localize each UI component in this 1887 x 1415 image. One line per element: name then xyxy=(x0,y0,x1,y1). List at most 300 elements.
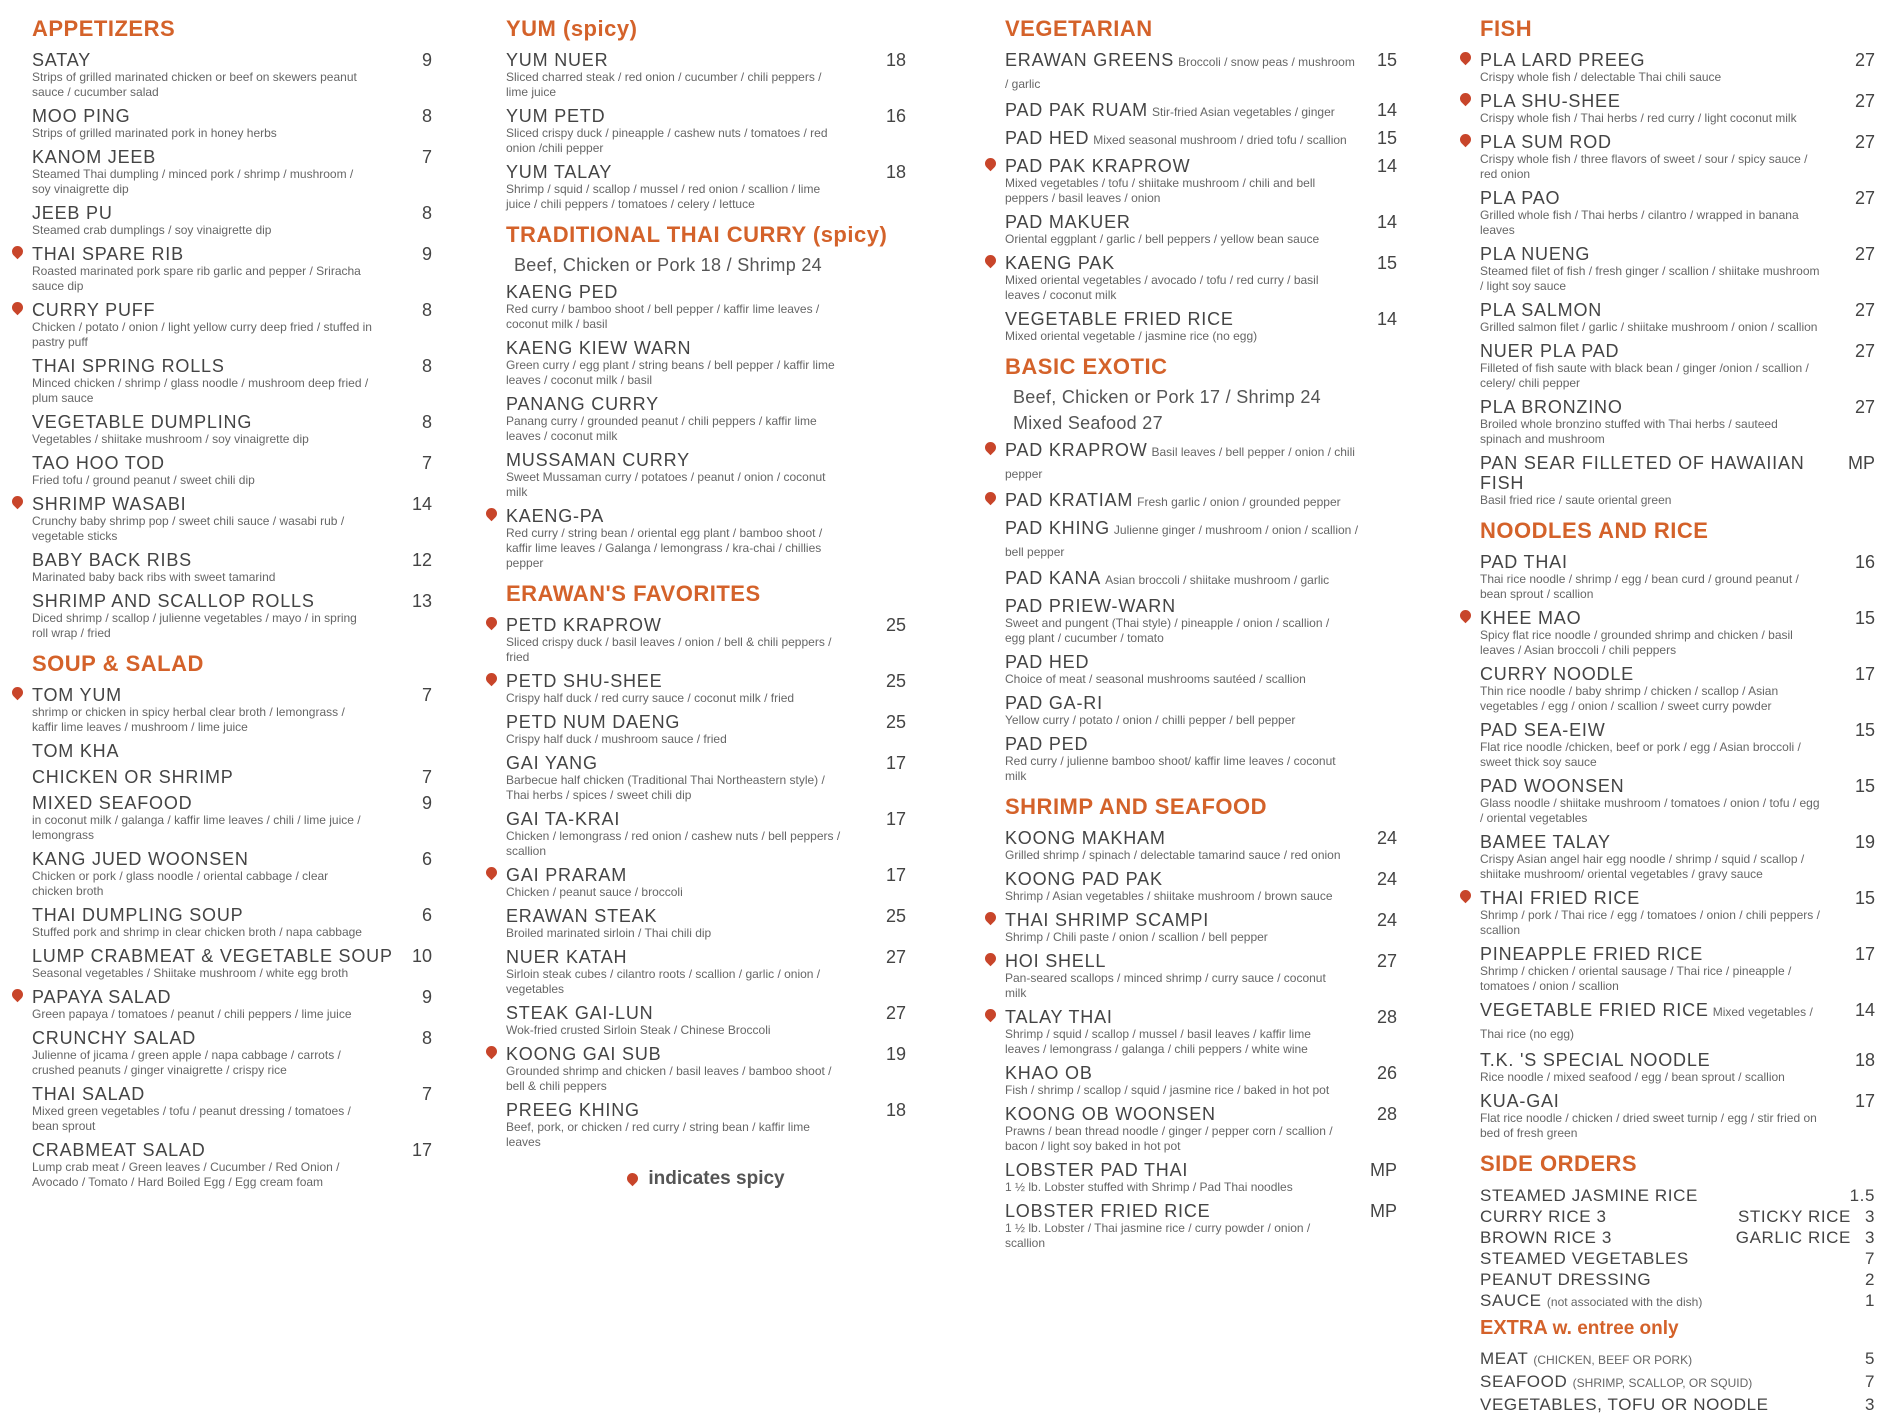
menu-item-description: Basil leaves / bell pepper / onion / chili pepper xyxy=(1005,445,1355,481)
menu-item-name-text: CRUNCHY SALAD xyxy=(32,1028,197,1048)
menu-item xyxy=(1005,50,1397,94)
menu-item-name xyxy=(506,1044,870,1064)
menu-item-description: Sliced charred steak / red onion / cucumber / chili peppers / lime juice xyxy=(506,70,822,99)
menu-item xyxy=(1480,1091,1875,1141)
menu-item-name xyxy=(1005,518,1361,562)
menu-item-description: Seasonal vegetables / Shiitake mushroom / white egg broth xyxy=(32,966,349,980)
menu-item-description: in coconut milk / galanga / kaffir lime leaves / chili / lime juice / lemongrass xyxy=(32,813,361,842)
menu-item-price: 27 xyxy=(885,1003,906,1023)
menu-section xyxy=(506,16,906,212)
menu-item xyxy=(1005,869,1397,904)
extra-name xyxy=(1480,1394,1845,1415)
menu-item-name-text: MUSSAMAN CURRY xyxy=(506,450,690,470)
side-order-name: STICKY RICE xyxy=(1737,1207,1851,1226)
menu-item-name xyxy=(1480,453,1839,493)
menu-item-name-text: KOONG PAD PAK xyxy=(1005,869,1163,889)
menu-item-description: Basil fried rice / saute oriental green xyxy=(1480,493,1672,507)
menu-item-name xyxy=(32,905,396,925)
menu-item xyxy=(1005,1104,1397,1154)
menu-item-description: Roasted marinated pork spare rib garlic and pepper / Sriracha sauce dip xyxy=(32,264,361,293)
menu-item xyxy=(32,793,432,843)
chili-pepper-shape xyxy=(983,1007,999,1023)
menu-item-price: 27 xyxy=(885,947,906,967)
menu-item xyxy=(32,356,432,406)
menu-item-name xyxy=(1005,1063,1361,1083)
menu-item-price: 24 xyxy=(1376,869,1397,889)
chili-pepper-icon xyxy=(486,508,498,522)
menu-item xyxy=(1005,518,1397,562)
menu-item xyxy=(32,849,432,899)
side-order-price: 3 xyxy=(1864,1207,1875,1226)
menu-item xyxy=(1005,440,1397,484)
menu-item-name-text: GAI PRARAM xyxy=(506,865,628,885)
menu-item-row xyxy=(1005,596,1397,616)
section-price-note: Mixed Seafood 27 xyxy=(1013,413,1163,433)
menu-item-price: 19 xyxy=(1854,832,1875,852)
menu-item xyxy=(32,147,432,197)
menu-item-name xyxy=(506,338,870,358)
menu-item xyxy=(32,1028,432,1078)
menu-item-row xyxy=(1005,212,1397,232)
menu-item-name xyxy=(1005,1007,1361,1027)
menu-item xyxy=(506,106,906,156)
menu-item-row xyxy=(1480,188,1875,208)
menu-item-price: 27 xyxy=(1376,951,1397,971)
menu-item-description: Green curry / egg plant / string beans / bell pepper / kaffir lime leaves / coconut milk / basil xyxy=(506,358,835,387)
menu-item-row xyxy=(32,741,432,761)
menu-item-row xyxy=(506,865,906,885)
chili-pepper-shape xyxy=(10,494,26,510)
menu-section xyxy=(1480,16,1875,508)
menu-item-name-text: PAPAYA SALAD xyxy=(32,987,172,1007)
menu-item-price: 7 xyxy=(421,147,432,167)
menu-item-price: 14 xyxy=(1376,212,1397,232)
menu-item-row xyxy=(1005,1063,1397,1083)
menu-item-description: Spicy flat rice noodle / grounded shrimp and chicken / basil leaves / Asian broccoli / chili peppers xyxy=(1480,628,1793,657)
menu-item-row xyxy=(1005,1201,1397,1221)
menu-item-row xyxy=(32,203,432,223)
menu-item-name xyxy=(506,753,870,773)
menu-item-row xyxy=(1480,453,1875,493)
menu-item-name xyxy=(1005,693,1361,713)
menu-item-row xyxy=(1005,734,1397,754)
menu-item-name xyxy=(1005,156,1361,176)
menu-item-row xyxy=(1480,1050,1875,1070)
menu-item-price: 7 xyxy=(421,767,432,787)
menu-item-price: 14 xyxy=(1376,309,1397,329)
menu-item-price: 8 xyxy=(421,203,432,223)
chili-pepper-shape xyxy=(1458,50,1474,66)
menu-item xyxy=(32,1084,432,1134)
menu-item-name-text: KAENG PED xyxy=(506,282,619,302)
menu-item-row xyxy=(32,905,432,925)
menu-item-description: Panang curry / grounded peanut / chili peppers / kaffir lime leaves / coconut milk xyxy=(506,414,817,443)
menu-item-name xyxy=(1480,132,1839,152)
menu-item-description: Grilled whole fish / Thai herbs / cilantro / wrapped in banana leaves xyxy=(1480,208,1799,237)
menu-item-name xyxy=(32,494,396,514)
menu-item-name xyxy=(1480,1091,1839,1111)
menu-item-description: Shrimp / chicken / oriental sausage / Thai rice / pineapple / tomatoes / onion / scallion xyxy=(1480,964,1792,993)
menu-item-name xyxy=(1005,734,1361,754)
menu-item-description: Vegetables / shiitake mushroom / soy vinaigrette dip xyxy=(32,432,309,446)
menu-item-name-text: PANANG CURRY xyxy=(506,394,659,414)
menu-item-price: 7 xyxy=(421,453,432,473)
chili-pepper-shape xyxy=(983,490,999,506)
menu-item-name-text: PAD KRATIAM xyxy=(1005,490,1134,510)
menu-item-price: 14 xyxy=(411,494,432,514)
extra-note: (SHRIMP, SCALLOP, OR SQUID) xyxy=(1572,1376,1753,1390)
menu-item xyxy=(506,1044,906,1094)
menu-item-description: Minced chicken / shrimp / glass noodle / mushroom deep fried / plum sauce xyxy=(32,376,369,405)
menu-item-name-text: T.K. 'S SPECIAL NOODLE xyxy=(1480,1050,1711,1070)
menu-item xyxy=(1480,832,1875,882)
menu-item xyxy=(1005,693,1397,728)
menu-item xyxy=(1005,596,1397,646)
menu-item-name-text: KAENG-PA xyxy=(506,506,605,526)
menu-item-description: Thai rice noodle / shrimp / egg / bean curd / ground peanut / bean sprout / scallion xyxy=(1480,572,1799,601)
menu-item xyxy=(506,615,906,665)
menu-item-description: Yellow curry / potato / onion / chilli pepper / bell pepper xyxy=(1005,713,1296,727)
menu-item xyxy=(32,946,432,981)
menu-item-description: Crunchy baby shrimp pop / sweet chili sauce / wasabi rub / vegetable sticks xyxy=(32,514,345,543)
menu-section xyxy=(32,651,432,1190)
chili-pepper-icon xyxy=(486,1046,498,1060)
menu-item-name xyxy=(1005,596,1361,616)
menu-item-price: 8 xyxy=(421,1028,432,1048)
chili-pepper-shape xyxy=(10,987,26,1003)
section-title: FISH xyxy=(1480,16,1533,41)
menu-item-name xyxy=(1005,869,1361,889)
menu-item-description: Mixed oriental vegetable / jasmine rice (no egg) xyxy=(1005,329,1258,343)
menu-item-name-text: VEGETABLE FRIED RICE xyxy=(1480,1000,1709,1020)
menu-item-price: 17 xyxy=(1854,664,1875,684)
menu-item-name xyxy=(32,550,396,570)
section-title: NOODLES AND RICE xyxy=(1480,518,1709,543)
menu-item-description: Shrimp / Chili paste / onion / scallion / bell pepper xyxy=(1005,930,1268,944)
menu-item-name-text: THAI SPARE RIB xyxy=(32,244,184,264)
menu-item-description: Chicken / peanut sauce / broccoli xyxy=(506,885,683,899)
menu-item-name xyxy=(1480,776,1839,796)
section-title: TRADITIONAL THAI CURRY (spicy) xyxy=(506,222,888,247)
menu-item-description: Steamed Thai dumpling / minced pork / shrimp / mushroom / soy vinaigrette dip xyxy=(32,167,354,196)
menu-item xyxy=(32,767,432,787)
menu-item-name-text: PAD WOONSEN xyxy=(1480,776,1625,796)
menu-item xyxy=(1005,828,1397,863)
chili-pepper-shape xyxy=(983,253,999,269)
menu-item-row xyxy=(506,50,906,70)
menu-item-price: 27 xyxy=(1854,341,1875,361)
chili-pepper-icon xyxy=(1460,134,1472,148)
menu-item-price: 18 xyxy=(885,162,906,182)
menu-item-row xyxy=(32,849,432,869)
menu-item-name xyxy=(32,591,396,611)
extra-title-text: EXTRA xyxy=(1480,1317,1548,1339)
menu-item-name xyxy=(1480,50,1839,70)
menu-item-name-text: PETD NUM DAENG xyxy=(506,712,681,732)
menu-item-name-text: VEGETABLE FRIED RICE xyxy=(1005,309,1234,329)
menu-item-name xyxy=(506,1003,870,1023)
menu-item xyxy=(1005,156,1397,206)
menu-item-description: Mixed vegetables / tofu / shiitake mushroom / chili and bell peppers / basil leaves / onion xyxy=(1005,176,1316,205)
extra-name-text: MEAT xyxy=(1480,1349,1529,1368)
menu-section xyxy=(506,222,906,571)
menu-item-description: Marinated baby back ribs with sweet tamarind xyxy=(32,570,276,584)
menu-item-row xyxy=(506,753,906,773)
extra-note: (CHICKEN, BEEF OR PORK) xyxy=(1533,1353,1693,1367)
menu-item-name-text: PAD KANA xyxy=(1005,568,1102,588)
menu-item-price: 8 xyxy=(421,300,432,320)
menu-item-description: Grounded shrimp and chicken / basil leaves / bamboo shoot / bell & chili peppers xyxy=(506,1064,832,1093)
menu-item-price: 14 xyxy=(1376,100,1397,120)
menu-item xyxy=(32,550,432,585)
chili-pepper-icon xyxy=(1460,93,1472,107)
chili-pepper-icon xyxy=(12,302,24,316)
menu-item-price: 9 xyxy=(421,987,432,1007)
menu-item-name xyxy=(506,450,870,470)
menu-item-description: Asian broccoli / shiitake mushroom / garlic xyxy=(1105,573,1330,587)
menu-item xyxy=(1480,300,1875,335)
menu-item-name xyxy=(1005,568,1361,590)
menu-item xyxy=(1005,951,1397,1001)
menu-item-name-text: PAD GA-RI xyxy=(1005,693,1103,713)
menu-item-name xyxy=(1480,244,1839,264)
extra-line xyxy=(1480,1371,1875,1394)
menu-item-row xyxy=(1005,869,1397,889)
menu-item-row xyxy=(32,412,432,432)
menu-item-name xyxy=(1480,720,1839,740)
menu-item-name xyxy=(32,685,396,705)
menu-item-row xyxy=(1480,832,1875,852)
menu-item-name-text: PAD HED xyxy=(1005,128,1090,148)
chili-pepper-shape xyxy=(484,865,500,881)
chili-pepper-shape xyxy=(484,615,500,631)
menu-item-description: Grilled salmon filet / garlic / shiitake mushroom / onion / scallion xyxy=(1480,320,1818,334)
menu-item-name xyxy=(506,1100,870,1120)
menu-item-name-text: PREEG KHING xyxy=(506,1100,640,1120)
menu-item-description: Strips of grilled marinated pork in honey herbs xyxy=(32,126,277,140)
menu-item-price: 17 xyxy=(1854,1091,1875,1111)
menu-item-name xyxy=(506,809,870,829)
menu-item xyxy=(506,671,906,706)
menu-item-price: 27 xyxy=(1854,91,1875,111)
menu-item-description: Crispy Asian angel hair egg noodle / shrimp / squid / scallop / shiitake mushroom/ oriental vegetables / gravy sauce xyxy=(1480,852,1805,881)
menu-item-price: 13 xyxy=(411,591,432,611)
menu-item xyxy=(1005,1160,1397,1195)
menu-item xyxy=(506,450,906,500)
menu-item-name xyxy=(1480,552,1839,572)
menu-item-description: Beef, pork, or chicken / red curry / string bean / kaffir lime leaves xyxy=(506,1120,810,1149)
menu-item xyxy=(506,865,906,900)
menu-item-name-text: PAD PAK RUAM xyxy=(1005,100,1148,120)
menu-item-name-text: CURRY NOODLE xyxy=(1480,664,1634,684)
menu-item-description: Steamed filet of fish / fresh ginger / scallion / shiitake mushroom / light soy sauce xyxy=(1480,264,1820,293)
menu-item-row xyxy=(32,1084,432,1104)
side-order-name-text: STEAMED JASMINE RICE xyxy=(1480,1186,1698,1205)
menu-item-name-text: KANG JUED WOONSEN xyxy=(32,849,249,869)
menu-item-row xyxy=(506,712,906,732)
side-order-price: 2 xyxy=(1864,1270,1875,1289)
menu-item-price: 6 xyxy=(421,849,432,869)
menu-item-name xyxy=(1005,440,1361,484)
menu-item-name-text: THAI SALAD xyxy=(32,1084,146,1104)
menu-item-description: Sweet Mussaman curry / potatoes / peanut / onion / coconut milk xyxy=(506,470,826,499)
menu-item-description: Lump crab meat / Green leaves / Cucumber / Red Onion / Avocado / Tomato / Hard Boiled Egg / Egg cream foam xyxy=(32,1160,340,1189)
menu-item-name xyxy=(1005,128,1361,150)
menu-item-description: Red curry / string bean / oriental egg plant / bamboo shoot / kaffir lime leaves / Galanga / lemongrass / kra-chai / chillies pepper xyxy=(506,526,823,570)
menu-item-name-text: MIXED SEAFOOD xyxy=(32,793,193,813)
menu-item xyxy=(32,905,432,940)
menu-item-description: Thin rice noodle / baby shrimp / chicken / scallop / Asian vegetables / egg / onion / scallion / sweet curry powder xyxy=(1480,684,1779,713)
menu-item-row xyxy=(506,809,906,829)
menu-item-price: 15 xyxy=(1854,776,1875,796)
menu-item-row xyxy=(1480,91,1875,111)
menu-item-name-text: PAD PAK KRAPROW xyxy=(1005,156,1191,176)
menu-item-name-text: PAD PRIEW-WARN xyxy=(1005,596,1176,616)
menu-item-name-text: PAD PED xyxy=(1005,734,1089,754)
menu-item-name-text: TOM YUM xyxy=(32,685,122,705)
menu-item-name-text: BAMEE TALAY xyxy=(1480,832,1611,852)
section-title: YUM (spicy) xyxy=(506,16,638,41)
menu-item-description: Wok-fried crusted Sirloin Steak / Chinese Broccoli xyxy=(506,1023,771,1037)
menu-section xyxy=(1005,794,1397,1251)
chili-pepper-icon xyxy=(985,255,997,269)
menu-item-name-text: GAI YANG xyxy=(506,753,598,773)
menu-item-description: Strips of grilled marinated chicken or beef on skewers peanut sauce / cucumber salad xyxy=(32,70,357,99)
menu-item-description: Mixed seasonal mushroom / dried tofu / scallion xyxy=(1093,133,1347,147)
menu-item-price: 16 xyxy=(885,106,906,126)
extra-name-text: VEGETABLES, TOFU OR NOODLE xyxy=(1480,1395,1769,1414)
menu-item-description: Fried tofu / ground peanut / sweet chili dip xyxy=(32,473,255,487)
menu-item-name-text: SHRIMP WASABI xyxy=(32,494,187,514)
menu-item-row xyxy=(1480,664,1875,684)
menu-item-name xyxy=(1480,832,1839,852)
section-title: SHRIMP AND SEAFOOD xyxy=(1005,794,1268,819)
side-order-line xyxy=(1480,1248,1875,1269)
menu-item xyxy=(506,947,906,997)
menu-item-name xyxy=(506,282,870,302)
side-order-price: 3 xyxy=(1864,1228,1875,1247)
menu-item-name-text: KOONG GAI SUB xyxy=(506,1044,662,1064)
menu-item-name xyxy=(32,1140,396,1160)
menu-item xyxy=(32,300,432,350)
menu-item xyxy=(1005,910,1397,945)
menu-item-name xyxy=(1005,828,1361,848)
chili-pepper-shape xyxy=(10,685,26,701)
chili-pepper-icon xyxy=(1460,890,1472,904)
spicy-legend xyxy=(506,1168,906,1190)
menu-item-price: 18 xyxy=(885,50,906,70)
menu-item-row xyxy=(506,1044,906,1064)
menu-item-name xyxy=(32,300,396,320)
menu-item-description: Julienne of jicama / green apple / napa cabbage / carrots / crushed peanuts / ginger vinaigrette / crispy rice xyxy=(32,1048,341,1077)
menu-column-1 xyxy=(32,6,432,1196)
menu-item-row xyxy=(32,1140,432,1160)
menu-item-price: 15 xyxy=(1854,608,1875,628)
menu-item-name-text: NUER PLA PAD xyxy=(1480,341,1620,361)
menu-item xyxy=(32,244,432,294)
menu-item-name xyxy=(1005,309,1361,329)
menu-item-row xyxy=(506,671,906,691)
menu-item xyxy=(1005,1201,1397,1251)
menu-item xyxy=(1005,212,1397,247)
menu-item xyxy=(506,1003,906,1038)
menu-item-name-text: PAD KRAPROW xyxy=(1005,440,1148,460)
chili-pepper-shape xyxy=(484,1044,500,1060)
menu-section xyxy=(1005,354,1397,784)
chili-pepper-shape xyxy=(484,671,500,687)
menu-item-price: 18 xyxy=(885,1100,906,1120)
menu-item-row xyxy=(506,906,906,926)
menu-item-name-text: PLA LARD PREEG xyxy=(1480,50,1646,70)
chili-pepper-icon xyxy=(486,867,498,881)
menu-item-description: Fish / shrimp / scallop / squid / jasmine rice / baked in hot pot xyxy=(1005,1083,1330,1097)
menu-item-row xyxy=(1480,552,1875,572)
menu-item-price: 27 xyxy=(1854,300,1875,320)
menu-item-row xyxy=(1005,309,1397,329)
menu-item xyxy=(506,162,906,212)
menu-item-row xyxy=(32,356,432,376)
chili-pepper-icon xyxy=(12,496,24,510)
menu-item-name-text: PAD KHING xyxy=(1005,518,1110,538)
extra-price: 5 xyxy=(1864,1349,1875,1368)
menu-item-row xyxy=(506,1100,906,1120)
menu-item xyxy=(32,50,432,100)
menu-item-name-text: THAI SPRING ROLLS xyxy=(32,356,225,376)
side-orders-section xyxy=(1480,1151,1875,1415)
menu-item-name xyxy=(1005,100,1361,122)
menu-item-row xyxy=(32,767,432,787)
menu-item-name xyxy=(1480,188,1839,208)
menu-item-name xyxy=(32,453,396,473)
menu-item-description: Crispy whole fish / delectable Thai chili sauce xyxy=(1480,70,1722,84)
menu-item-price: MP xyxy=(1848,453,1875,473)
menu-item-price: 10 xyxy=(411,946,432,966)
menu-item-name xyxy=(1005,951,1361,971)
menu-item-row xyxy=(506,162,906,182)
menu-item-price: 24 xyxy=(1376,828,1397,848)
menu-item-name-text: KHEE MAO xyxy=(1480,608,1582,628)
menu-item-description: Green papaya / tomatoes / peanut / chili peppers / lime juice xyxy=(32,1007,352,1021)
menu-item-name xyxy=(1480,608,1839,628)
menu-item xyxy=(1005,253,1397,303)
menu-item xyxy=(1005,1007,1397,1057)
menu-item-description: Chicken / potato / onion / light yellow curry deep fried / stuffed in pastry puff xyxy=(32,320,372,349)
menu-item xyxy=(1005,309,1397,344)
menu-item-price: 15 xyxy=(1854,720,1875,740)
menu-item-row xyxy=(506,106,906,126)
menu-item-name-text: JEEB PU xyxy=(32,203,113,223)
section-title: VEGETARIAN xyxy=(1005,16,1153,41)
menu-item-row xyxy=(1005,50,1397,94)
menu-item-name-text: TALAY THAI xyxy=(1005,1007,1113,1027)
menu-item-row xyxy=(32,987,432,1007)
menu-item-row xyxy=(1005,693,1397,713)
menu-item-price: 9 xyxy=(421,50,432,70)
extra-line xyxy=(1480,1394,1875,1415)
menu-item-price: 27 xyxy=(1854,188,1875,208)
menu-item xyxy=(1005,652,1397,687)
chili-pepper-shape xyxy=(983,440,999,456)
menu-item-price: 17 xyxy=(885,753,906,773)
menu-section xyxy=(32,16,432,641)
menu-item-name-text: THAI FRIED RICE xyxy=(1480,888,1641,908)
menu-item-row xyxy=(1005,652,1397,672)
menu-item-name-text: GAI TA-KRAI xyxy=(506,809,621,829)
menu-item-name xyxy=(506,906,870,926)
menu-item-name xyxy=(1480,1050,1839,1070)
menu-item-name xyxy=(32,987,396,1007)
menu-item-name-text: SATAY xyxy=(32,50,92,70)
